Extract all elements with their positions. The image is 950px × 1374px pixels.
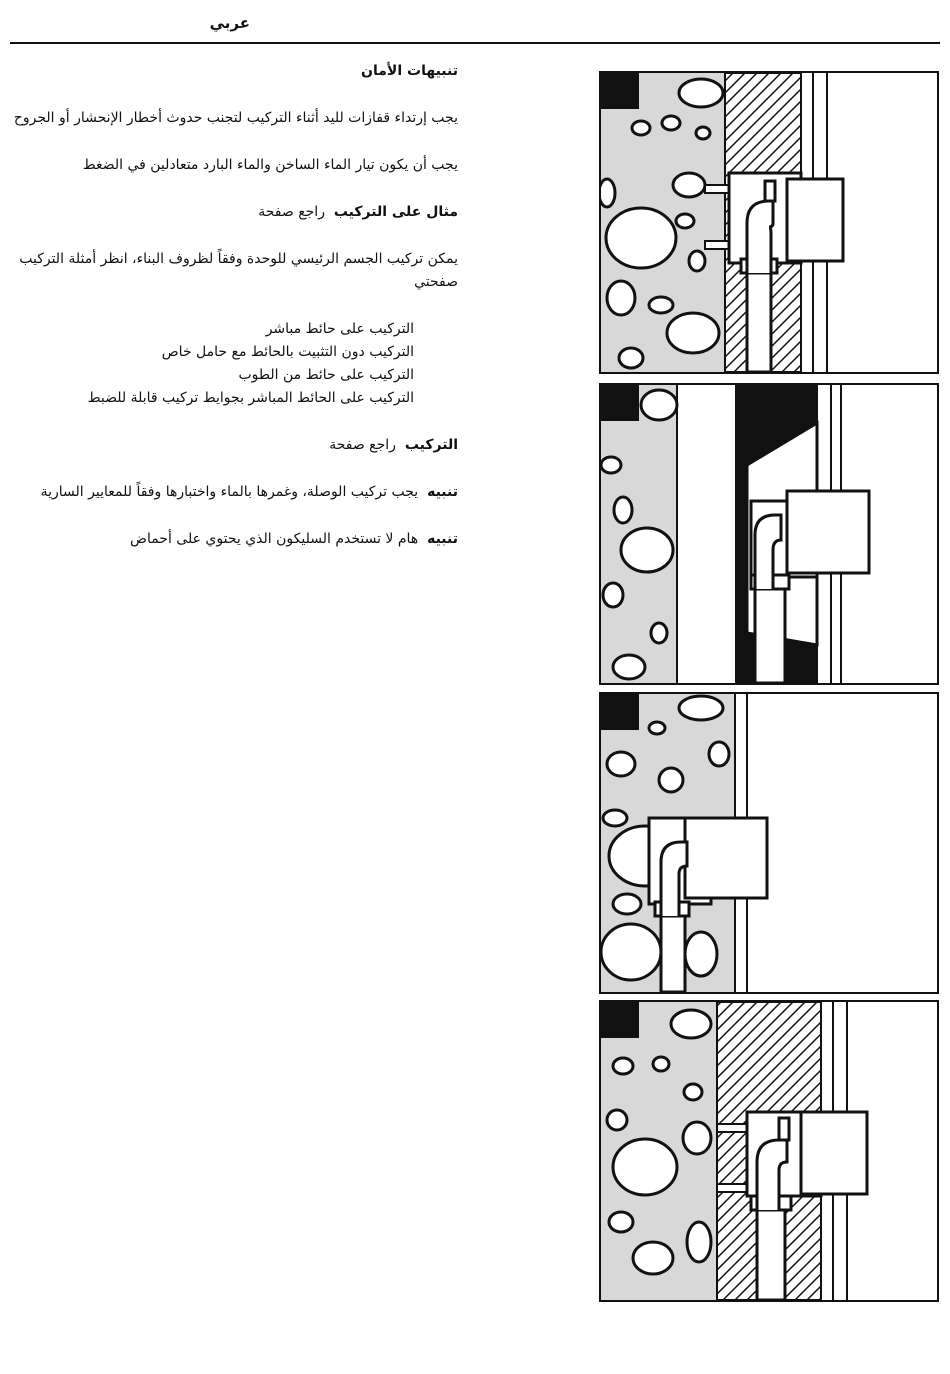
safety-gloves-text: يجب إرتداء قفازات لليد أثناء التركيب لتجنب حدوث أخطار الإنحشار أو الجروح: [13, 110, 458, 126]
example-label: مثال على التركيب: [333, 204, 458, 220]
pressure-balance-text: يجب أن يكون تيار الماء الساخن والماء البارد متعادلين في الضغط: [82, 157, 458, 173]
installation-label: التركيب: [404, 437, 458, 453]
example-ref: راجع صفحة: [258, 204, 325, 220]
installation-brick-wall-icon: [601, 694, 937, 992]
figure-brick-wall: [599, 692, 939, 994]
safety-heading: تنبيهات الأمان: [361, 63, 458, 79]
installation-bracket-no-wall-icon: [601, 385, 937, 683]
note-2-label: تنبيه: [427, 531, 458, 547]
body-install-text: يمكن تركيب الجسم الرئيسي للوحدة وفقاً لظروف البناء، انظر أمثلة التركيب صفحتي: [19, 251, 458, 290]
list-item: التركيب على الحائط المباشر بجوايط تركيب قابلة للضبط: [87, 390, 414, 406]
list-item: التركيب على حائط مباشر: [265, 321, 414, 337]
note-1: [6, 481, 458, 504]
note-1-text: يجب تركيب الوصلة، وغمرها بالماء واختبارها وفقاً للمعايير السارية: [40, 484, 419, 500]
figure-bracket-no-wall: [599, 383, 939, 685]
note-1-label: تنبيه: [427, 484, 458, 500]
figure-direct-wall: [599, 71, 939, 374]
language-label: عربي: [209, 14, 250, 32]
installation-ref: راجع صفحة: [329, 437, 396, 453]
list-item: التركيب دون التثبيت بالحائط مع حامل خاص: [161, 344, 414, 360]
installation-options-list: [6, 318, 414, 410]
installation-direct-wall-icon: [601, 73, 937, 372]
note-2-text: هام لا تستخدم السليكون الذي يحتوي على أحماض: [130, 531, 419, 547]
figure-adjustable-rods: [599, 1000, 939, 1302]
example-line: [6, 201, 458, 224]
instructions-column: [6, 60, 458, 575]
list-item: التركيب على حائط من الطوب: [238, 367, 414, 383]
installation-line: [6, 434, 458, 457]
note-2: [6, 528, 458, 551]
header-rule: [10, 42, 940, 44]
installation-adjustable-rods-icon: [601, 1002, 937, 1300]
